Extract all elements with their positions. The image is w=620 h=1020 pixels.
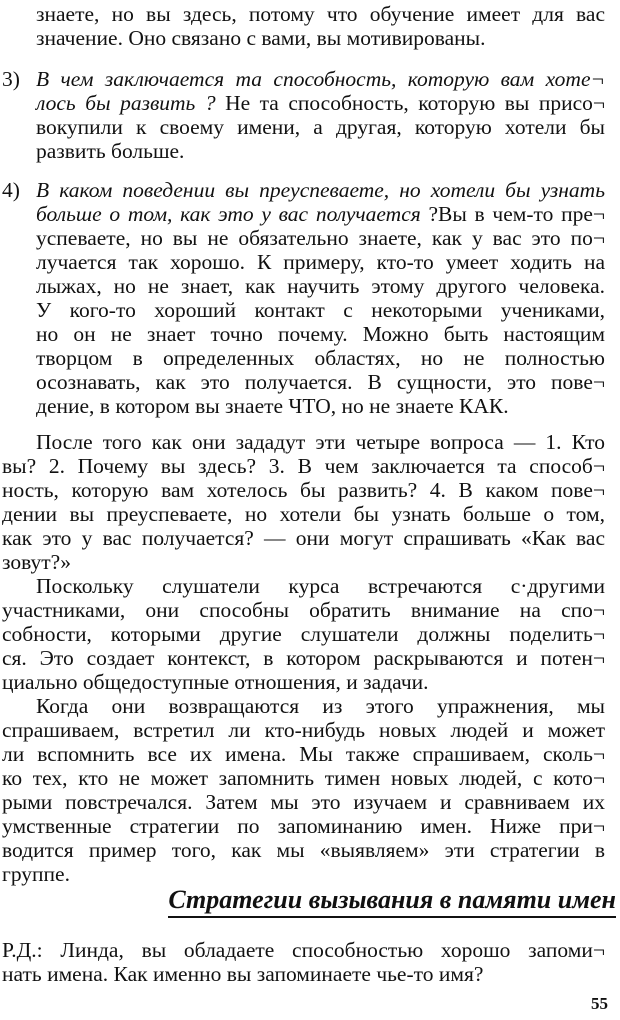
text-line: собности, которыми другие слушатели должны поделить¬	[2, 622, 605, 646]
text-line: как это у вас получается? — они могут спрашивать «Как вас	[2, 526, 605, 550]
question-text: больше о том, как это у вас получается	[36, 202, 421, 226]
text-line: развить больше.	[36, 139, 185, 163]
text-line: ли вспомнить все их имена. Мы также спрашиваем, сколь¬	[2, 742, 605, 766]
text-line: группе.	[2, 862, 70, 886]
section-heading: Стратегии вызывания в памяти имен	[168, 885, 616, 918]
text-line: лучается так хорошо. К примеру, кто-то умеет ходить на	[36, 250, 605, 274]
text-line: осознавать, как это получается. В сущности, это пове¬	[36, 370, 605, 394]
text-line: но он не знает точно почему. Можно быть настоящим	[36, 322, 605, 346]
text-line: дении вы преуспеваете, но хотели бы узнать больше о том,	[2, 502, 605, 526]
text-line: лыжах, но не знает, как научить этому другого человека.	[36, 274, 605, 298]
question-text: В чем заключается та способность, которую вам хоте¬	[36, 67, 605, 91]
text-line: нать имена. Как именно вы запоминаете чье-то имя?	[2, 962, 484, 986]
text-line: водится пример того, как мы «выявляем» эти стратегии в	[2, 838, 605, 862]
page-number: 55	[591, 994, 608, 1013]
text-line	[36, 202, 605, 226]
text-line: Р.Д.: Линда, вы обладаете способностью хорошо запоми¬	[2, 938, 605, 962]
text-line: знаете, но вы здесь, потому что обучение имеет для вас	[36, 2, 605, 26]
text-line: циально общедоступные отношения, и задачи.	[2, 670, 429, 694]
text-line: успеваете, но вы не обязательно знаете, как у вас это по¬	[36, 226, 605, 250]
question-text: В каком поведении вы преуспеваете, но хотели бы узнать	[36, 178, 605, 202]
answer-text: Не та способность, которую вы присо¬	[215, 91, 606, 115]
text-line: спрашиваем, встретил ли кто-нибудь новых людей и может	[2, 718, 605, 742]
text-line	[36, 91, 605, 115]
text-line: участниками, они способны обратить внимание на спо¬	[2, 598, 605, 622]
text-line: умственные стратегии по запоминанию имен. Ниже при¬	[2, 814, 605, 838]
text-line: У кого-то хороший контакт с некоторыми учениками,	[36, 298, 605, 322]
text-line: Поскольку слушатели курса встречаются с·другими	[36, 574, 605, 598]
text-line: зовут?»	[2, 550, 71, 574]
text-line: ся. Это создает контекст, в котором раскрываются и потен¬	[2, 646, 605, 670]
text-line: После того как они зададут эти четыре вопроса — 1. Кто	[36, 430, 605, 454]
text-line: ко тех, кто не может запомнить тимен новых людей, с кото¬	[2, 766, 605, 790]
text-line: ность, которую вам хотелось бы развить? 4. В каком пове¬	[2, 478, 605, 502]
list-number: 3)	[2, 67, 20, 91]
text-line: вы? 2. Почему вы здесь? 3. В чем заключается та способ¬	[2, 454, 605, 478]
text-line: вокупили к своему имени, а другая, которую хотели бы	[36, 115, 605, 139]
text-line: дение, в котором вы знаете ЧТО, но не знаете КАК.	[36, 394, 509, 418]
question-text: лось бы развить ?	[36, 91, 216, 115]
text-line: Когда они возвращаются из этого упражнения, мы	[36, 694, 605, 718]
answer-text: ?Вы в чем-то пре¬	[420, 202, 606, 226]
text-line: значение. Оно связано с вами, вы мотивированы.	[36, 26, 486, 50]
text-line: творцом в определенных областях, но не полностью	[36, 346, 605, 370]
list-number: 4)	[2, 178, 20, 202]
text-line: рыми повстречался. Затем мы это изучаем и сравниваем их	[2, 790, 605, 814]
